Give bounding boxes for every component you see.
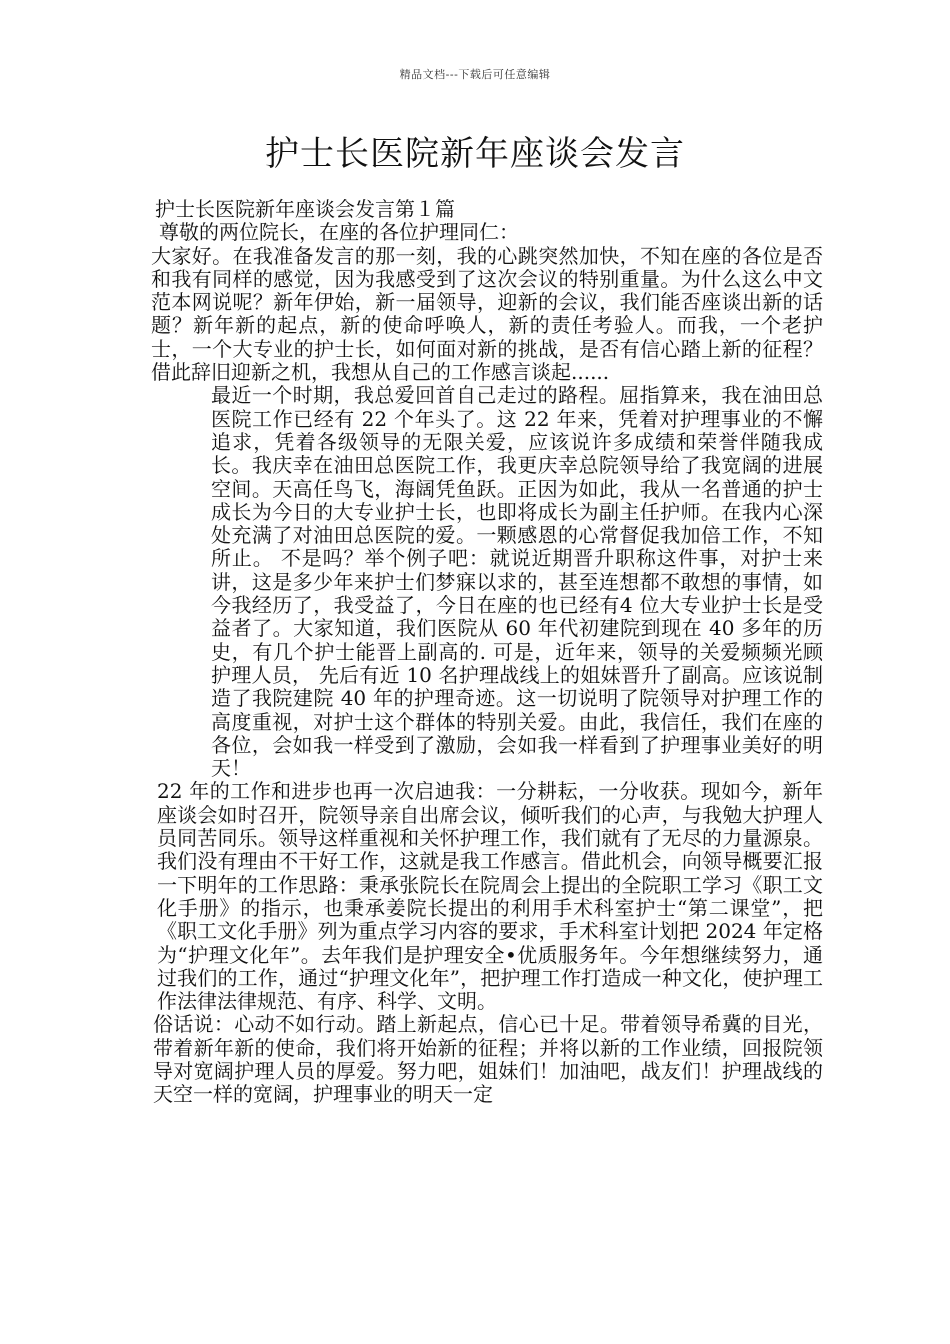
document-body [143,198,823,1107]
document-title: 护士长医院新年座谈会发言 [265,134,685,174]
paragraph-1: 大家好。在我准备发言的那一刻，我的心跳突然加快，不知在座的各位是否和我有同样的感觉，因为我感受到了这次会议的特别重量。为什么这么中文范本网说呢？新年伊始，新一届领导，迎新的会议，我们能否座谈出新的话题？新年新的起点，新的使命呼唤人，新的责任考验人。而我，一个老护士，一个大专业的护士长，如何面对新的挑战，是否有信心踏上新的征程？借此辞旧迎新之机，我想从自己的工作感言谈起...... [151,243,823,385]
paragraph-4: 俗话说：心动不如行动。踏上新起点，信心已十足。带着领导希冀的目光，带着新年新的使命，我们将开始新的征程；并将以新的工作业绩，回报院领导对宽阔护理人员的厚爱。努力吧，姐妹们！加油吧，战友们！护理战线的天空一样的宽阔，护理事业的明天一定 [153,1012,823,1107]
paragraph-3: 22 年的工作和进步也再一次启迪我：一分耕耘，一分收获。现如今，新年座谈会如时召开，院领导亲自出席会议，倾听我们的心声，与我勉大护理人员同苦同乐。领导这样重视和关怀护理工作，我们就有了无尽的力量源泉。我们没有理由不干好工作，这就是我工作感言。借此机会，向领导概要汇报一下明年的工作思路：秉承张院长在院周会上提出的全院职工学习《职工文化手册》的指示，也秉承姜院长提出的利用手术科室护士“第二课堂”，把《职工文化手册》列为重点学习内容的要求，手术科室计划把 2024 年定格为“护理文化年”。去年我们是护理安全•优质服务年。今年想继续努力，通过我们的工作，通过“护理文化年”，把护理工作打造成一种文化，使护理工作法律法律规范、有序、科学、文明。 [157,779,823,1014]
paragraph-2: 最近一个时期，我总爱回首自己走过的路程。屈指算来，我在油田总医院工作已经有 22 个年头了。这 22 年来，凭着对护理事业的不懈追求，凭着各级领导的无限关爱，应该说许多成绩和荣誉伴随我成长。我庆幸在油田总医院工作，我更庆幸总院领导给了我宽阔的进展空间。天高任鸟飞，海阔凭鱼跃。正因为如此，我从一名普通的护士成长为今日的大专业护士长，也即将成长为副主任护师。在我内心深处充满了对油田总医院的爱。一颗感恩的心常督促我加倍工作，不知所止。 不是吗？举个例子吧：就说近期晋升职称这件事，对护士来讲，这是多少年来护士们梦寐以求的，甚至连想都不敢想的事情，如今我经历了，我受益了，今日在座的也已经有4 位大专业护士长是受益者了。大家知道，我们医院从 60 年代初建院到现在 40 多年的历史，有几个护士能晋上副高的. 可是，近年来，领导的关爱频频光顾护理人员， 先后有近 10 名护理战线上的姐妹晋升了副高。应该说制造了我院建院 40 年的护理奇迹。这一切说明了院领导对护理工作的高度重视，对护士这个群体的特别关爱。由此，我信任，我们在座的各位，会如我一样受到了激励，会如我一样看到了护理事业美好的明天！ [211,383,823,781]
section-heading: 护士长医院新年座谈会发言第１篇 [155,197,455,221]
salutation: 尊敬的两位院长，在座的各位护理同仁： [159,220,519,245]
header-note: 精品文档---下载后可任意编辑 [399,68,551,81]
